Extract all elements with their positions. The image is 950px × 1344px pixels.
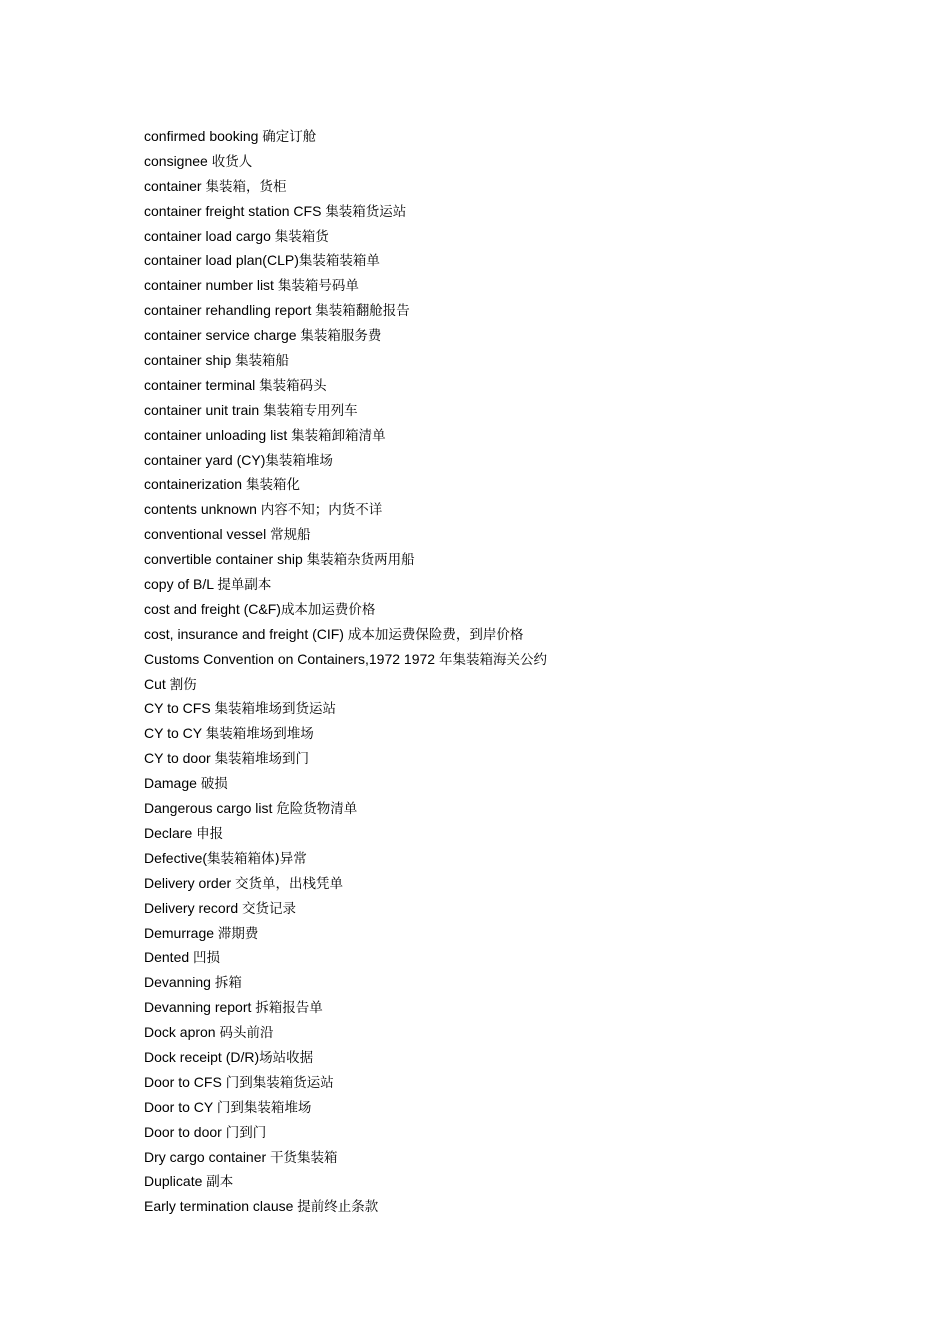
entry-term-zh: 场站收据 bbox=[259, 1049, 314, 1066]
entry-term-en: CY to CFS bbox=[144, 700, 215, 717]
entry-term-zh: 拆箱报告单 bbox=[255, 1000, 323, 1017]
entry-term-en: Declare bbox=[144, 824, 197, 841]
entry-term-en: Door to CY bbox=[144, 1098, 217, 1115]
entry-term-en: container rehandling report bbox=[144, 302, 316, 319]
entry-term-zh: 收货人 bbox=[211, 153, 253, 170]
entry-term-en: container yard (CY) bbox=[144, 451, 266, 468]
entry-term-zh: 集装箱，货柜 bbox=[205, 178, 287, 195]
glossary-entry bbox=[144, 273, 547, 298]
glossary-entry bbox=[144, 224, 547, 249]
glossary-entry bbox=[144, 547, 547, 572]
glossary-entry bbox=[144, 1070, 547, 1095]
entry-term-zh: 凹损 bbox=[193, 950, 221, 967]
entry-term-zh: 成本加运费保险费，到岸价格 bbox=[347, 626, 524, 643]
entry-term-en: container ship bbox=[144, 352, 236, 369]
entry-term-en: Dented bbox=[144, 949, 194, 966]
glossary-entry bbox=[144, 497, 547, 522]
glossary-entry bbox=[144, 1020, 547, 1045]
entry-term-en: cost, insurance and freight (CIF) bbox=[144, 625, 348, 642]
glossary-entry bbox=[144, 995, 547, 1020]
entry-term-en: Door to door bbox=[144, 1123, 226, 1140]
entry-term-en: container load cargo bbox=[144, 227, 275, 244]
entry-term-en: Demurrage bbox=[144, 924, 218, 941]
glossary-entry bbox=[144, 846, 547, 871]
glossary-entry bbox=[144, 124, 547, 149]
entry-term-zh: 内容不知；内货不详 bbox=[260, 502, 383, 519]
entry-term-zh: 交货记录 bbox=[242, 900, 297, 917]
entry-term-en: Dangerous cargo list bbox=[144, 800, 277, 817]
entry-term-en: Damage bbox=[144, 775, 201, 792]
glossary-entry bbox=[144, 1169, 547, 1194]
glossary-entry bbox=[144, 871, 547, 896]
entry-term-en: Dry cargo container bbox=[144, 1148, 271, 1165]
entry-term-zh: 拆箱 bbox=[214, 975, 242, 992]
entry-term-en: Defective( bbox=[144, 849, 208, 866]
entry-term-en: Duplicate bbox=[144, 1173, 207, 1190]
glossary-entry bbox=[144, 622, 547, 647]
entry-term-zh: 集装箱号码单 bbox=[277, 278, 359, 295]
entry-term-zh: 滞期费 bbox=[217, 925, 259, 942]
entry-term-en: container number list bbox=[144, 277, 278, 294]
entry-term-en: container unit train bbox=[144, 401, 264, 418]
entry-term-zh: 集装箱堆场到货运站 bbox=[214, 701, 337, 718]
entry-term-en: Early termination clause bbox=[144, 1198, 298, 1215]
entry-term-en: Devanning bbox=[144, 974, 215, 991]
entry-term-en: confirmed booking bbox=[144, 128, 263, 144]
entry-term-zh: 集装箱堆场到堆场 bbox=[205, 726, 314, 743]
entry-term-zh: 干货集装箱 bbox=[270, 1149, 338, 1166]
glossary-entry bbox=[144, 821, 547, 846]
entry-term-en: CY to CY bbox=[144, 725, 206, 742]
entry-term-zh: 破损 bbox=[200, 776, 228, 793]
entry-term-zh: 常规船 bbox=[270, 527, 311, 544]
entry-term-zh: 集装箱翻舱报告 bbox=[315, 303, 410, 320]
glossary-entry bbox=[144, 896, 547, 921]
glossary-entry bbox=[144, 423, 547, 448]
entry-term-en: CY to door bbox=[144, 750, 215, 767]
glossary-entry bbox=[144, 149, 547, 174]
glossary-entry bbox=[144, 448, 547, 473]
entry-term-zh: 集装箱船 bbox=[235, 353, 290, 370]
entry-term-zh: 集装箱箱体)异常 bbox=[207, 850, 307, 867]
entry-term-en: container bbox=[144, 177, 206, 194]
entry-term-en: Cut bbox=[144, 675, 170, 692]
entry-term-zh: 集装箱堆场 bbox=[265, 452, 333, 469]
entry-term-zh: 集装箱化 bbox=[245, 477, 300, 494]
glossary-entry bbox=[144, 1120, 547, 1145]
entry-term-zh: 集装箱堆场到门 bbox=[214, 751, 310, 768]
entry-term-zh: 年集装箱海关公约 bbox=[438, 651, 547, 668]
glossary-entry bbox=[144, 1145, 547, 1170]
glossary-entry bbox=[144, 1194, 547, 1219]
glossary-entry bbox=[144, 522, 547, 547]
glossary-entry bbox=[144, 199, 547, 224]
glossary-entry bbox=[144, 174, 547, 199]
entry-term-zh: 集装箱卸箱清单 bbox=[291, 427, 386, 444]
entry-term-en: conventional vessel bbox=[144, 526, 271, 543]
glossary-entry bbox=[144, 746, 547, 771]
entry-term-en: Dock receipt (D/R) bbox=[144, 1048, 260, 1065]
entry-term-zh: 集装箱货 bbox=[274, 228, 329, 245]
entry-term-en: Door to CFS bbox=[144, 1073, 226, 1090]
glossary-entry bbox=[144, 696, 547, 721]
entry-term-zh: 交货单，出栈凭单 bbox=[235, 875, 344, 892]
entry-term-zh: 门到集装箱堆场 bbox=[216, 1099, 312, 1116]
glossary-entry bbox=[144, 472, 547, 497]
glossary-entry bbox=[144, 945, 547, 970]
glossary-entry bbox=[144, 771, 547, 796]
glossary-entry bbox=[144, 248, 547, 273]
entry-term-zh: 确定订舱 bbox=[262, 129, 317, 145]
glossary-entry bbox=[144, 597, 547, 622]
entry-term-zh: 门到门 bbox=[225, 1124, 267, 1141]
entry-term-zh: 危险货物清单 bbox=[276, 801, 358, 818]
glossary-entry bbox=[144, 647, 547, 672]
glossary-entry bbox=[144, 572, 547, 597]
entry-term-en: Customs Convention on Containers,1972 1972 bbox=[144, 650, 439, 667]
entry-term-en: Devanning report bbox=[144, 999, 256, 1016]
entry-term-en: copy of B/L bbox=[144, 576, 218, 593]
glossary-entry bbox=[144, 298, 547, 323]
entry-term-zh: 集装箱专用列车 bbox=[263, 402, 358, 419]
glossary-entry bbox=[144, 323, 547, 348]
entry-term-en: container freight station CFS bbox=[144, 202, 326, 219]
glossary-entry bbox=[144, 796, 547, 821]
entry-term-en: Delivery order bbox=[144, 874, 236, 891]
glossary-list bbox=[144, 124, 547, 1219]
entry-term-en: container unloading list bbox=[144, 426, 292, 443]
entry-term-zh: 申报 bbox=[196, 825, 224, 842]
entry-term-zh: 成本加运费价格 bbox=[280, 601, 376, 618]
entry-term-en: containerization bbox=[144, 476, 246, 493]
entry-term-zh: 集装箱码头 bbox=[259, 377, 327, 394]
glossary-entry bbox=[144, 1095, 547, 1120]
glossary-entry bbox=[144, 1045, 547, 1070]
glossary-entry bbox=[144, 921, 547, 946]
entry-term-en: convertible container ship bbox=[144, 551, 307, 568]
entry-term-zh: 集装箱杂货两用船 bbox=[306, 552, 415, 569]
entry-term-zh: 提单副本 bbox=[217, 577, 272, 594]
entry-term-en: container service charge bbox=[144, 327, 301, 344]
entry-term-en: Dock apron bbox=[144, 1024, 220, 1041]
glossary-entry bbox=[144, 672, 547, 697]
entry-term-zh: 集装箱装箱单 bbox=[298, 253, 380, 270]
glossary-entry bbox=[144, 970, 547, 995]
glossary-entry bbox=[144, 721, 547, 746]
entry-term-en: Delivery record bbox=[144, 899, 243, 916]
entry-term-zh: 割伤 bbox=[169, 676, 197, 693]
entry-term-en: container load plan(CLP) bbox=[144, 252, 299, 269]
glossary-entry bbox=[144, 398, 547, 423]
glossary-entry bbox=[144, 348, 547, 373]
entry-term-zh: 副本 bbox=[206, 1174, 234, 1191]
entry-term-en: cost and freight (C&F) bbox=[144, 600, 281, 617]
glossary-entry bbox=[144, 373, 547, 398]
entry-term-en: container terminal bbox=[144, 376, 260, 393]
entry-term-zh: 码头前沿 bbox=[219, 1025, 274, 1042]
entry-term-zh: 集装箱货运站 bbox=[325, 203, 407, 220]
entry-term-zh: 门到集装箱货运站 bbox=[225, 1074, 334, 1091]
entry-term-zh: 提前终止条款 bbox=[297, 1199, 379, 1216]
entry-term-en: consignee bbox=[144, 152, 212, 169]
entry-term-zh: 集装箱服务费 bbox=[300, 328, 382, 345]
entry-term-en: contents unknown bbox=[144, 501, 261, 518]
